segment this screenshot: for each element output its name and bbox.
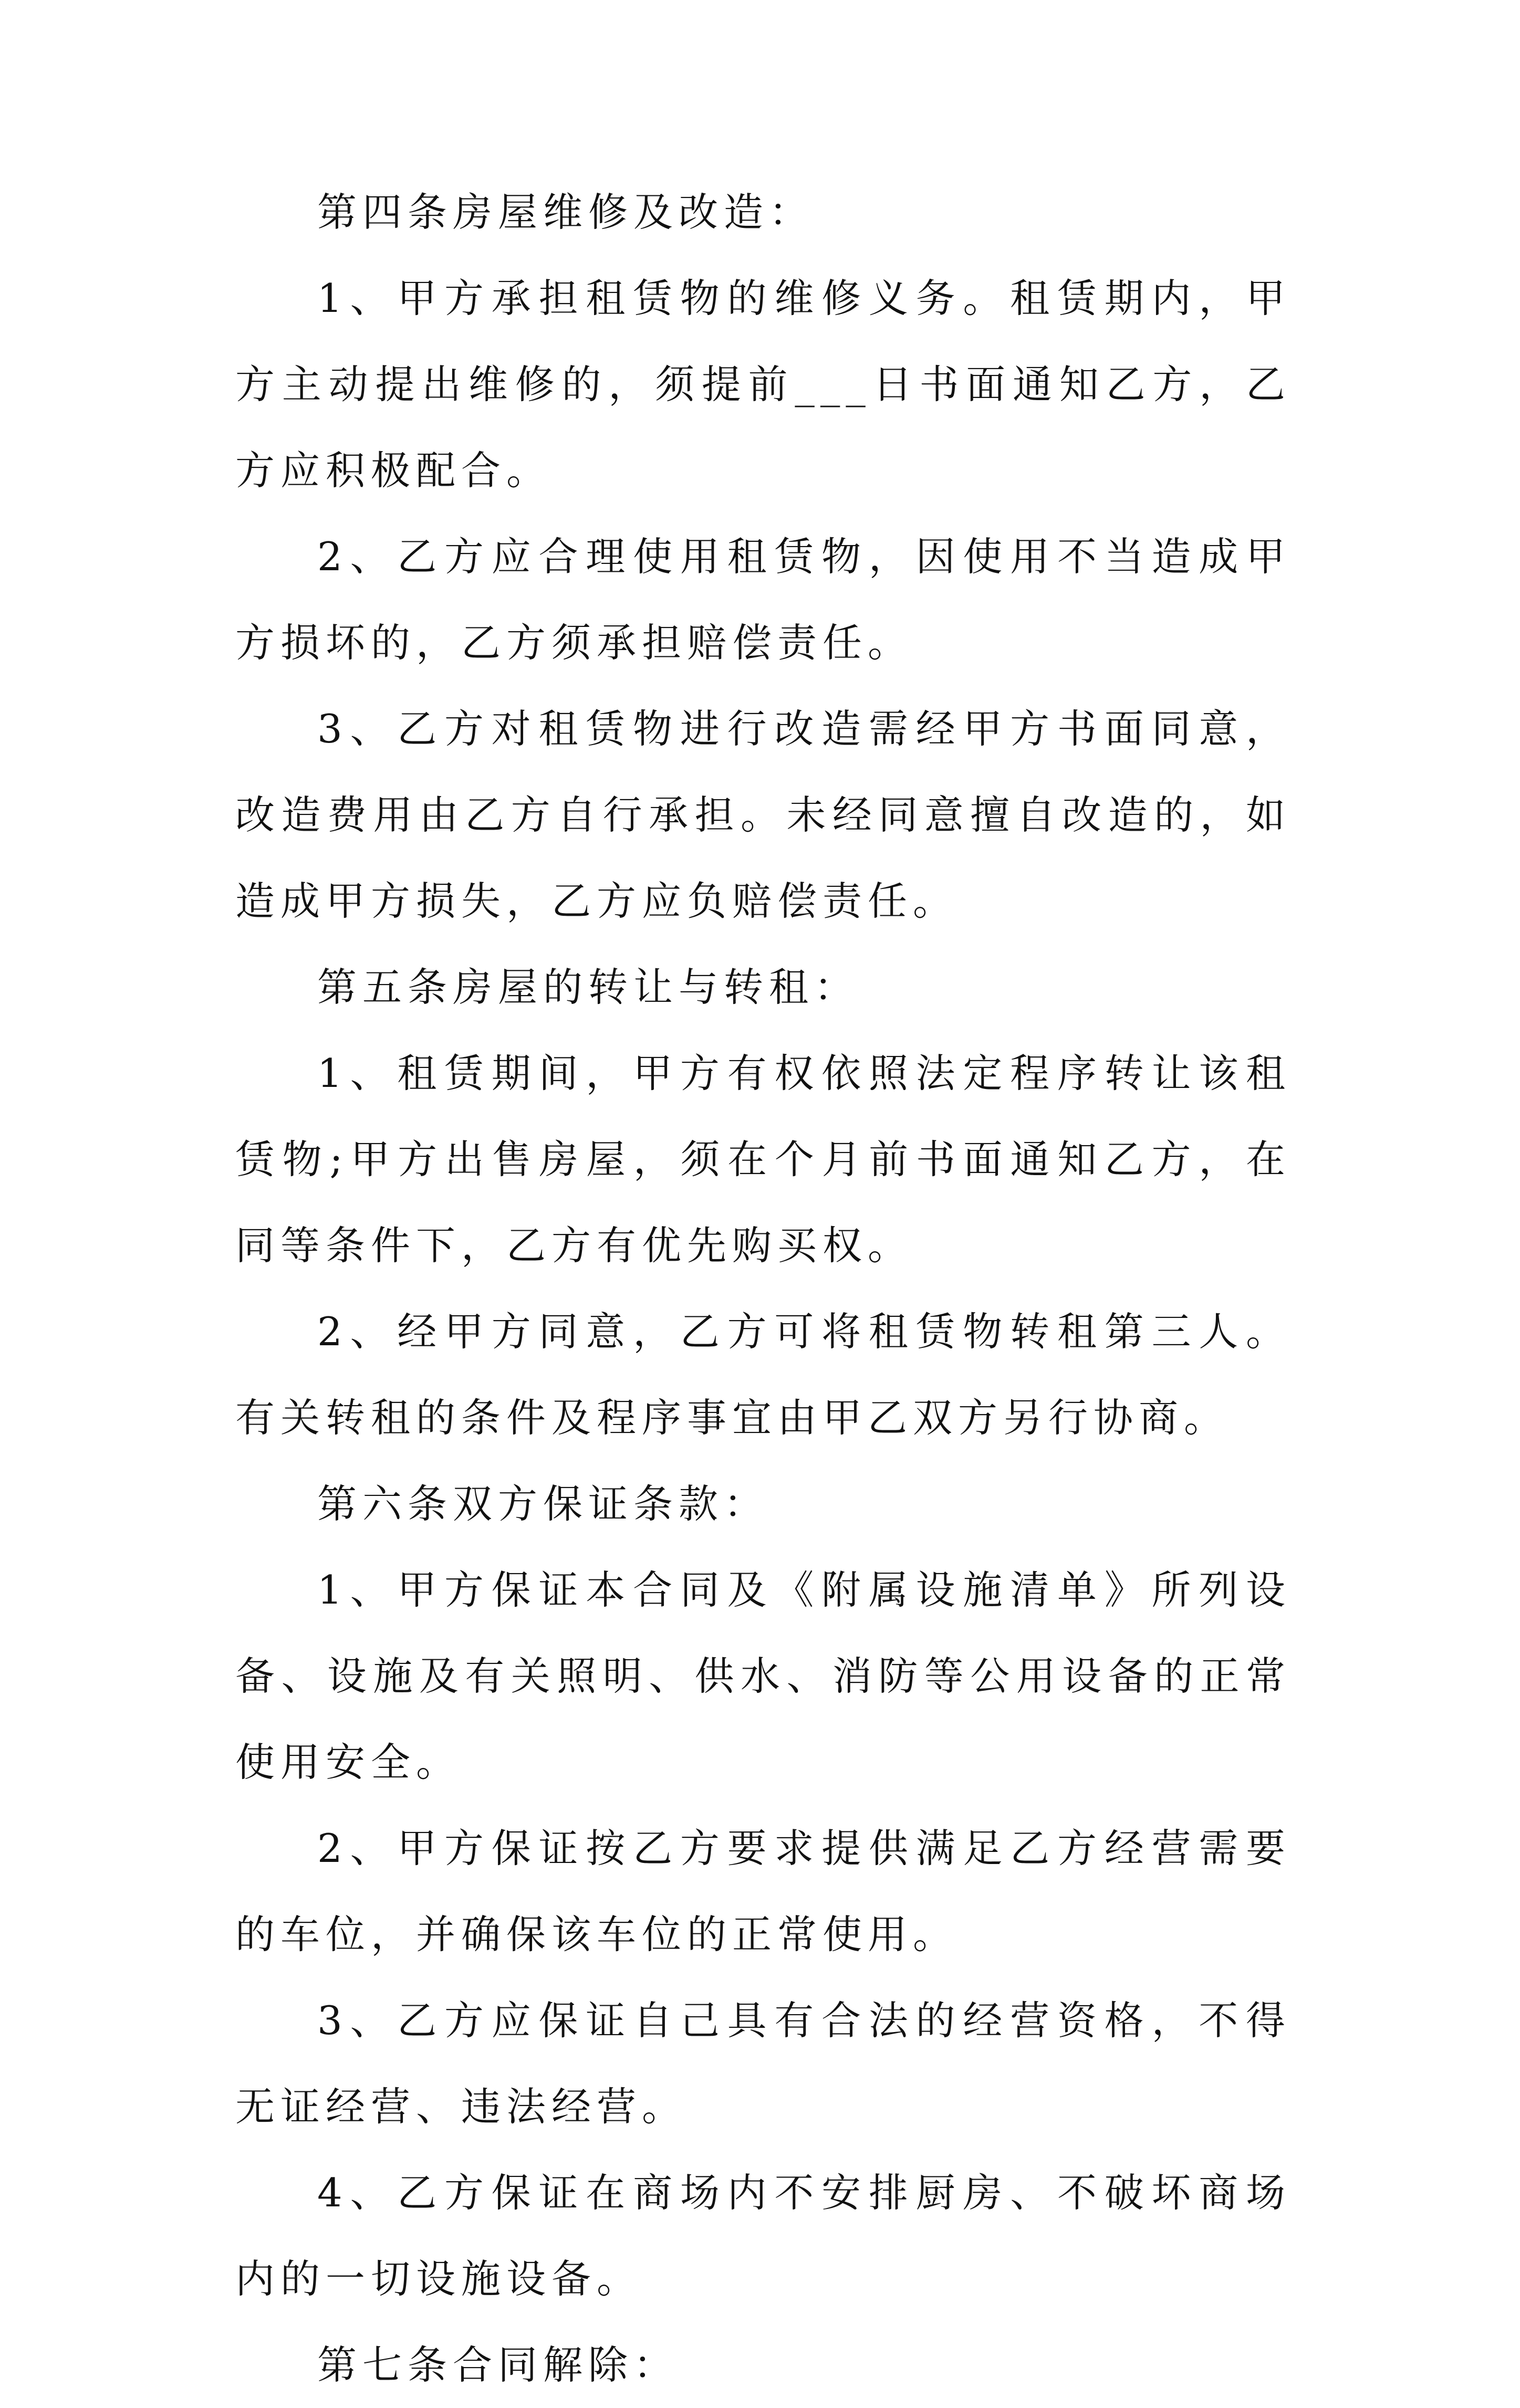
article-4-heading: 第四条房屋维修及改造： [317, 189, 815, 235]
article-4-clause-2: 2、乙方应合理使用租赁物，因使用不当造成甲方损坏的，乙方须承担赔偿责任。 [235, 533, 1291, 666]
article-6-clause-4: 4、乙方保证在商场内不安排厨房、不破坏商场内的一切设施设备。 [235, 2170, 1291, 2302]
article-6-heading: 第六条双方保证条款： [317, 1481, 769, 1527]
article-7-heading: 第七条合同解除： [317, 2342, 679, 2388]
article-6-clause-2: 2、甲方保证按乙方要求提供满足乙方经营需要的车位，并确保该车位的正常使用。 [235, 1825, 1291, 1957]
document-page [235, 169, 1291, 2408]
article-6-clause-3: 3、乙方应保证自己具有合法的经营资格，不得无证经营、违法经营。 [235, 1997, 1291, 2130]
article-4-clause-3: 3、乙方对租赁物进行改造需经甲方书面同意，改造费用由乙方自行承担。未经同意擅自改造的，如造成甲方损失，乙方应负赔偿责任。 [235, 706, 1291, 924]
article-4-clause-1: 1、甲方承担租赁物的维修义务。租赁期内，甲方主动提出维修的，须提前___日书面通知乙方，乙方应积极配合。 [235, 275, 1291, 494]
article-5-heading: 第五条房屋的转让与转租： [317, 964, 860, 1010]
article-5-clause-1: 1、租赁期间，甲方有权依照法定程序转让该租赁物;甲方出售房屋，须在个月前书面通知乙方，在同等条件下，乙方有优先购买权。 [235, 1050, 1291, 1269]
article-5-clause-2: 2、经甲方同意，乙方可将租赁物转租第三人。有关转租的条件及程序事宜由甲乙双方另行协商。 [235, 1308, 1291, 1441]
article-6-clause-1: 1、甲方保证本合同及《附属设施清单》所列设备、设施及有关照明、供水、消防等公用设备的正常使用安全。 [235, 1567, 1291, 1785]
